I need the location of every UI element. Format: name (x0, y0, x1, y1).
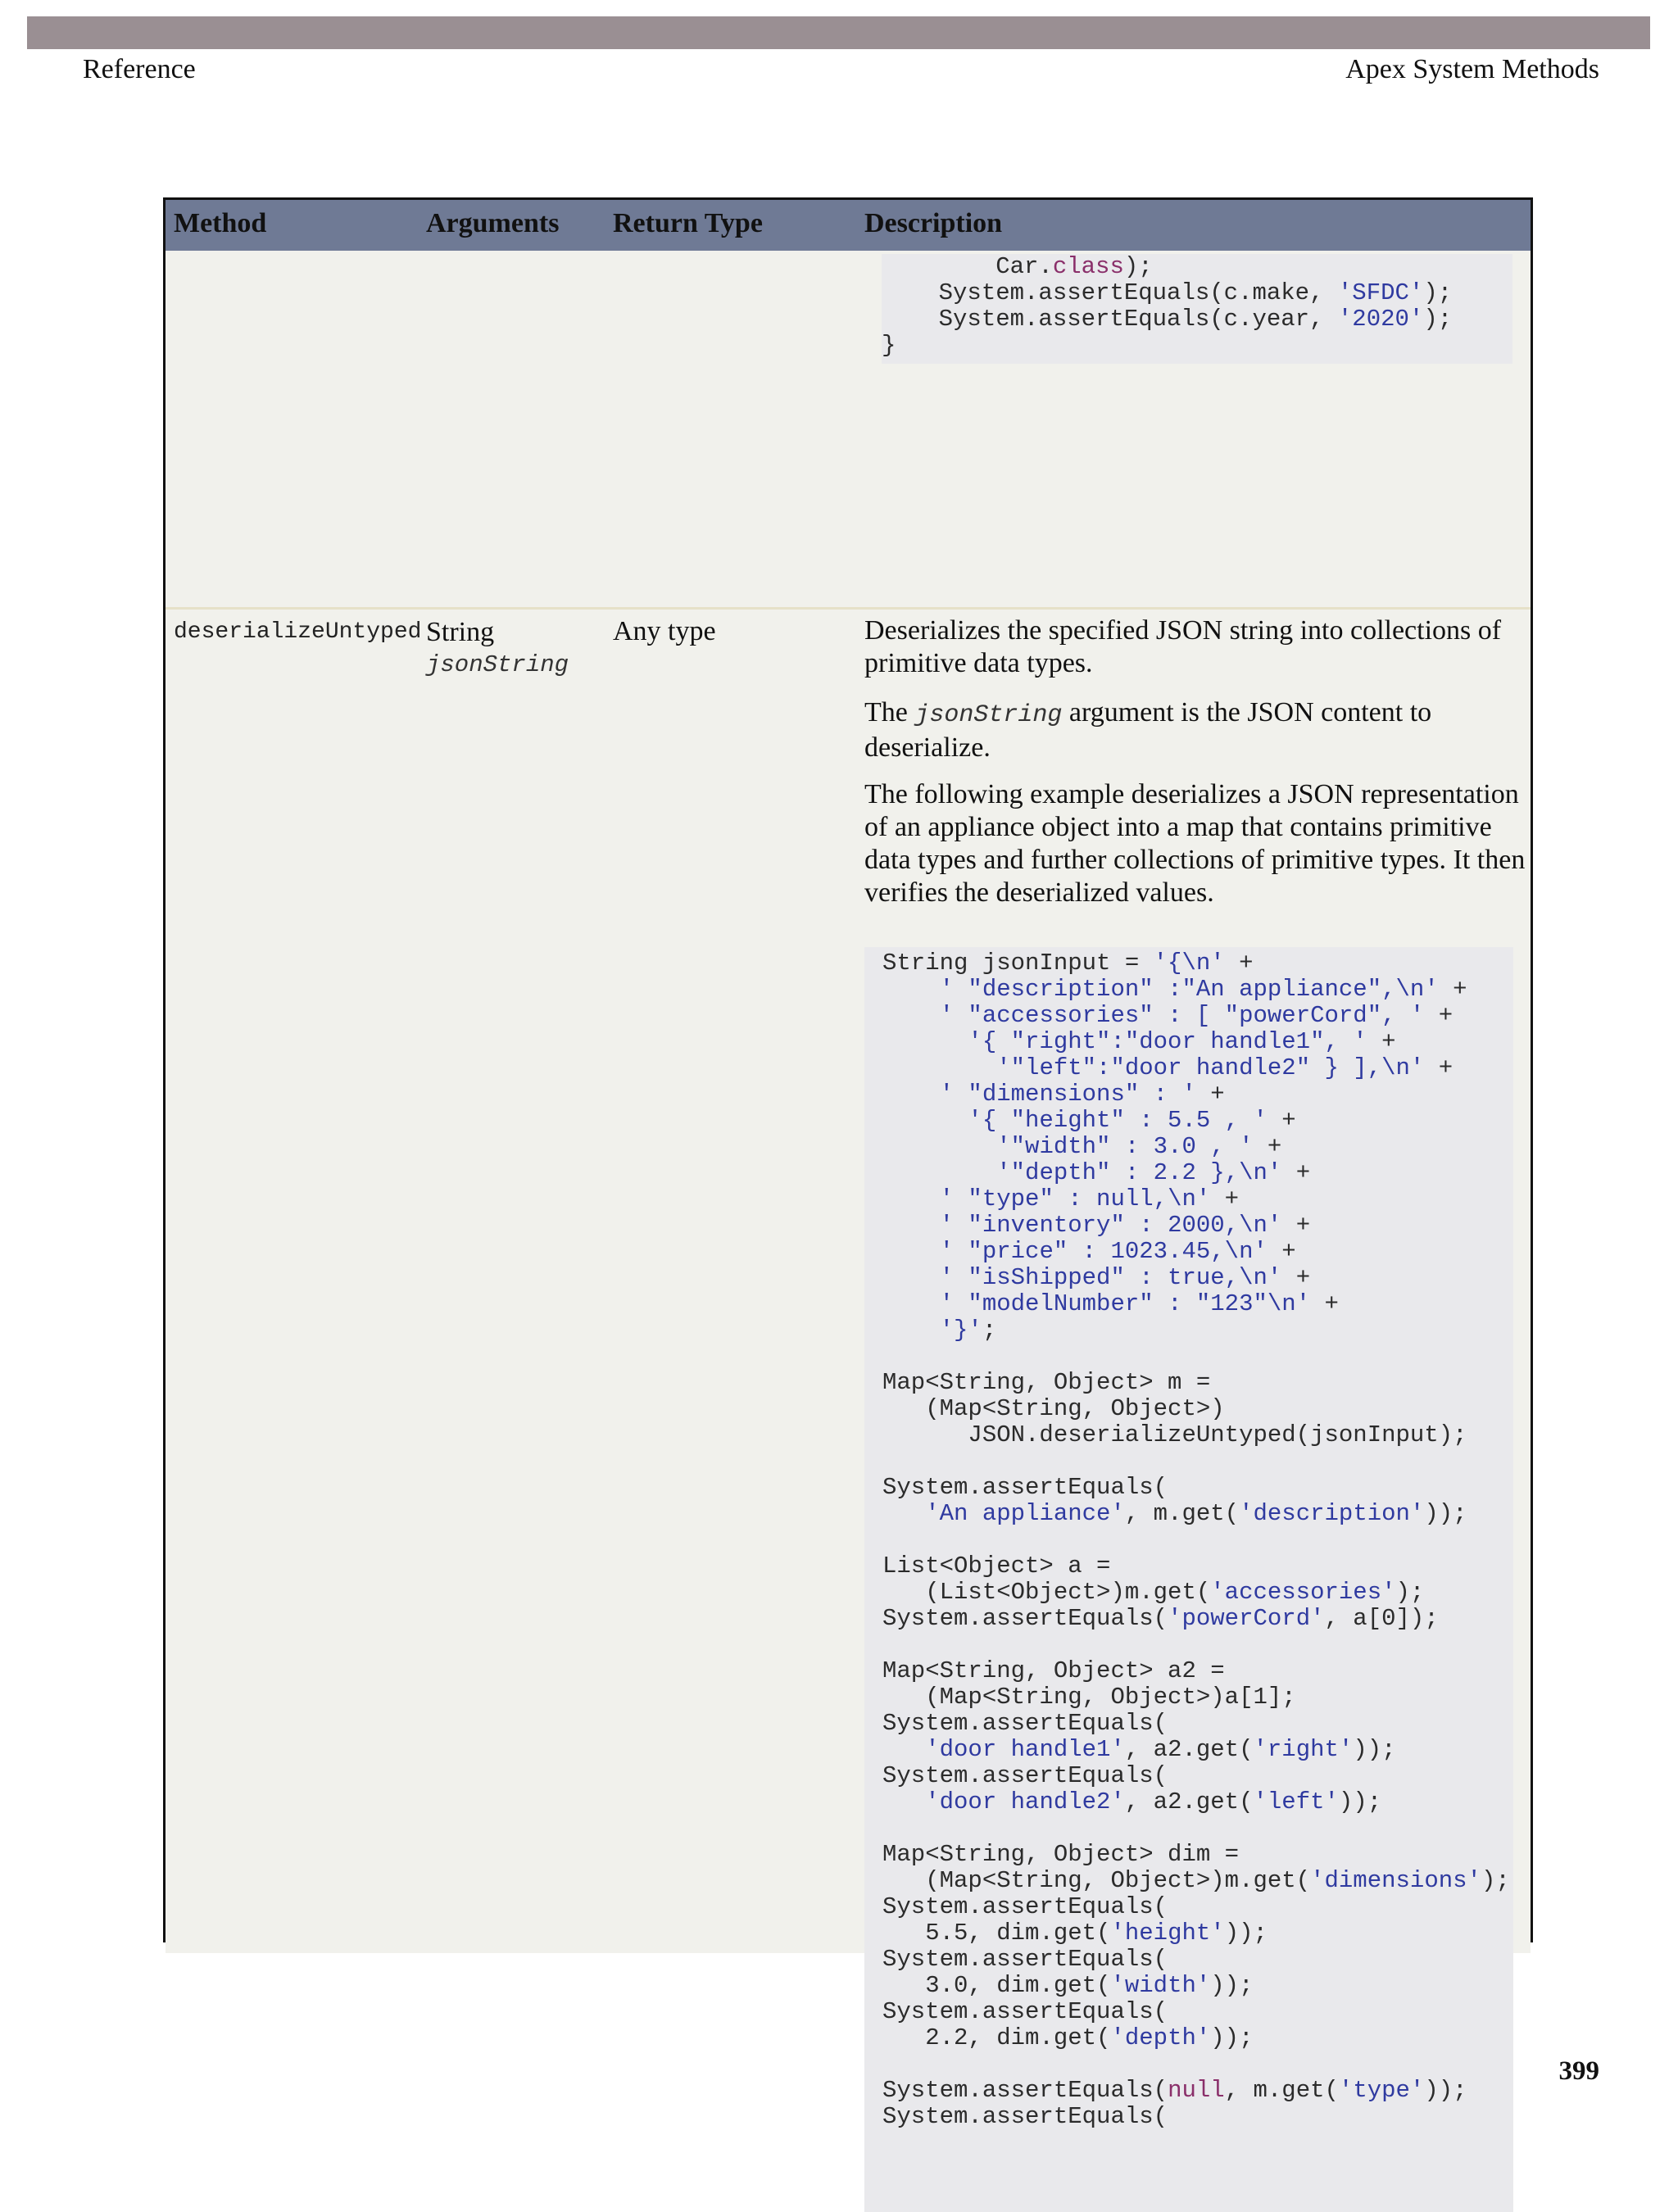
code-token: System.assertEquals( (882, 1946, 1168, 1973)
code-token: 'height' (1110, 1920, 1225, 1947)
method-name: deserializeUntyped (174, 619, 422, 645)
code-token (882, 1159, 996, 1186)
code-token: ' "accessories" : [ "powerCord", ' (939, 1002, 1425, 1029)
code-token: ' "price" : 1023.45,\n' (939, 1238, 1268, 1265)
column-header-description: Description (864, 208, 1003, 238)
code-token: + (1367, 1028, 1396, 1055)
column-header-method: Method (174, 208, 267, 238)
code-token: + (1281, 1212, 1311, 1239)
code-token: 'powerCord' (1168, 1605, 1325, 1632)
code-token: System.assertEquals( (882, 1998, 1168, 2025)
code-token: )); (1338, 1788, 1382, 1815)
code-token: (Map<String, Object>) (882, 1395, 1225, 1422)
code-token: '"depth" : 2.2 },\n' (996, 1159, 1282, 1186)
inline-code: jsonString (914, 701, 1063, 729)
header-chapter-title: Apex System Methods (1345, 54, 1599, 84)
code-token (882, 1133, 996, 1160)
code-token: (Map<String, Object>)m.get( (882, 1867, 1311, 1894)
code-token: '}' (939, 1317, 982, 1344)
code-token: + (1224, 950, 1254, 977)
code-token: class (1052, 253, 1124, 280)
code-token (882, 1212, 940, 1239)
code-token: , m.get( (1224, 2077, 1339, 2104)
code-token: , a[0]); (1324, 1605, 1439, 1632)
code-token: + (1424, 1002, 1454, 1029)
code-token: System.assertEquals( (882, 1474, 1168, 1501)
code-token: ' "type" : null,\n' (939, 1185, 1211, 1213)
code-token: '"left":"door handle2" } ],\n' (996, 1054, 1425, 1081)
code-token (882, 1107, 968, 1134)
code-token: System.assertEquals(c.year, (882, 306, 1338, 333)
code-token: (Map<String, Object>)a[1]; (882, 1684, 1296, 1711)
code-token: + (1195, 1081, 1225, 1108)
code-token: JSON.deserializeUntyped(jsonInput); (882, 1421, 1467, 1448)
code-token: , a2.get( (1124, 1736, 1254, 1763)
code-token (882, 1500, 925, 1527)
code-token (882, 1736, 925, 1763)
code-token: )); (1224, 1920, 1268, 1947)
code-token (882, 1081, 940, 1108)
code-token: '"width" : 3.0 , ' (996, 1133, 1254, 1160)
description-paragraph: Deserializes the specified JSON string into collections of primitive data types. (864, 615, 1502, 678)
code-token: System.assertEquals( (882, 1893, 1168, 1920)
code-token: ' "inventory" : 2000,\n' (939, 1212, 1282, 1239)
code-token (882, 976, 940, 1003)
column-header-return-type: Return Type (613, 208, 763, 238)
code-token: 'door handle2' (925, 1788, 1125, 1815)
code-token: ); (1123, 253, 1153, 280)
code-token (882, 1264, 940, 1291)
code-token: + (1281, 1264, 1311, 1291)
code-token: ' "description" :"An appliance",\n' (939, 976, 1439, 1003)
code-token: '{\n' (1153, 950, 1225, 977)
code-token (882, 1002, 940, 1029)
code-token: ); (1423, 279, 1453, 306)
code-token: 'door handle1' (925, 1736, 1125, 1763)
code-token: System.assertEquals( (882, 2103, 1168, 2130)
code-token: ' "dimensions" : ' (939, 1081, 1196, 1108)
table-header (166, 200, 1531, 252)
code-token: 'An appliance' (925, 1500, 1125, 1527)
code-token: 'dimensions' (1310, 1867, 1481, 1894)
code-token: Map<String, Object> m = (882, 1369, 1211, 1396)
method-arguments (426, 616, 569, 682)
code-token: , a2.get( (1124, 1788, 1254, 1815)
code-token: '{ "right":"door handle1", ' (968, 1028, 1367, 1055)
code-token: System.assertEquals( (882, 2077, 1168, 2104)
code-token: 2.2, dim.get( (882, 2024, 1111, 2051)
code-token (882, 1238, 940, 1265)
code-token: '2020' (1337, 306, 1424, 333)
code-token: ; (982, 1317, 997, 1344)
code-token: )); (1424, 1500, 1467, 1527)
code-token (882, 1788, 925, 1815)
methods-table (163, 197, 1533, 2130)
code-token: 'type' (1338, 2077, 1425, 2104)
code-token: List<Object> a = (882, 1552, 1111, 1580)
code-token: '{ "height" : 5.5 , ' (968, 1107, 1268, 1134)
code-token: + (1438, 976, 1467, 1003)
code-token: ' "modelNumber" : "123"\n' (939, 1290, 1311, 1317)
code-token: )); (1353, 1736, 1396, 1763)
code-token: 'right' (1253, 1736, 1354, 1763)
code-token: + (1210, 1185, 1240, 1213)
table-row (166, 251, 1531, 610)
code-token: 3.0, dim.get( (882, 1972, 1111, 1999)
header-section-title: Reference (83, 54, 196, 84)
description-paragraph: The following example deserializes a JSON representation of an appliance object into a map that contains primitive data types and further collections of primitive types. It then verifies the deserialized values. (864, 779, 1526, 908)
code-token: 'description' (1239, 1500, 1425, 1527)
code-example (864, 947, 1513, 2212)
page-number: 399 (1558, 2056, 1599, 2086)
code-token: ' "isShipped" : true,\n' (939, 1264, 1282, 1291)
code-token: System.assertEquals( (882, 1605, 1168, 1632)
code-token: ); (1423, 306, 1453, 333)
code-token: (List<Object>)m.get( (882, 1579, 1211, 1606)
code-token: } (882, 332, 896, 359)
table-row (166, 610, 1531, 2130)
code-token (882, 1028, 968, 1055)
code-token: )); (1210, 1972, 1254, 1999)
code-token (882, 1317, 940, 1344)
column-header-arguments: Arguments (426, 208, 560, 238)
code-token: Map<String, Object> dim = (882, 1841, 1240, 1868)
code-token: 'accessories' (1210, 1579, 1396, 1606)
return-type: Any type (613, 616, 716, 646)
code-example-continued (882, 254, 1512, 364)
code-token: + (1253, 1133, 1282, 1160)
code-token: Map<String, Object> a2 = (882, 1657, 1225, 1684)
code-token: ); (1395, 1579, 1425, 1606)
code-token: + (1310, 1290, 1339, 1317)
code-token: + (1267, 1238, 1296, 1265)
code-token: )); (1210, 2024, 1254, 2051)
code-token: + (1267, 1107, 1296, 1134)
code-token: 'depth' (1110, 2024, 1211, 2051)
code-token: Car. (882, 253, 1053, 280)
code-token: System.assertEquals(c.make, (882, 279, 1338, 306)
code-token: , m.get( (1124, 1500, 1240, 1527)
argument-name: jsonString (426, 651, 569, 678)
code-token (882, 1185, 940, 1213)
code-token (882, 1290, 940, 1317)
code-token (882, 1054, 996, 1081)
code-token: + (1424, 1054, 1454, 1081)
top-bar (27, 16, 1650, 49)
code-token: + (1281, 1159, 1311, 1186)
code-token: 'SFDC' (1337, 279, 1424, 306)
argument-type: String (426, 617, 495, 647)
code-token: 'left' (1253, 1788, 1339, 1815)
code-token: String jsonInput = (882, 950, 1154, 977)
code-token: null (1168, 2077, 1225, 2104)
code-token: 5.5, dim.get( (882, 1920, 1111, 1947)
code-token: )); (1424, 2077, 1467, 2104)
code-token: ); (1481, 1867, 1510, 1894)
code-token: System.assertEquals( (882, 1762, 1168, 1789)
description-paragraph: The jsonString argument is the JSON content to deserialize. (864, 697, 1432, 763)
code-token: System.assertEquals( (882, 1710, 1168, 1737)
code-token: 'width' (1110, 1972, 1211, 1999)
